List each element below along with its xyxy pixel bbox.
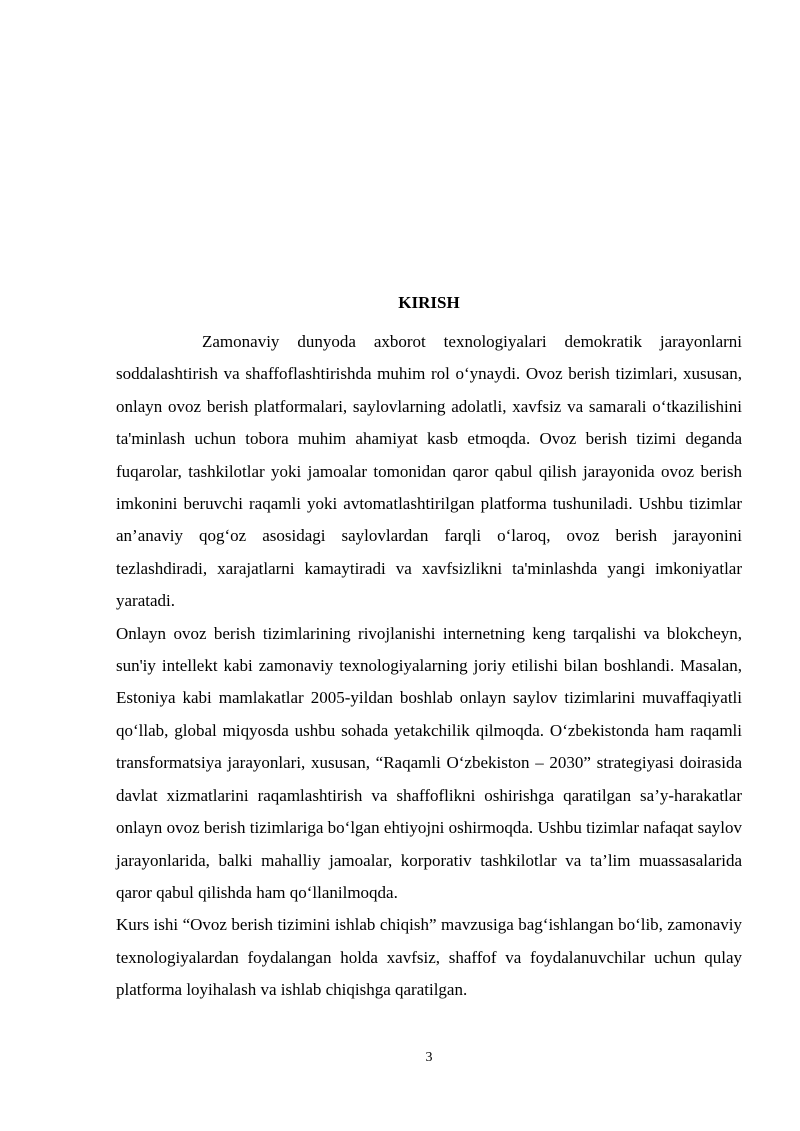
paragraph-course-work: Kurs ishi “Ovoz berish tizimini ishlab chiqish” mavzusiga bag‘ishlangan bo‘lib, zamonaviy texnologiyalardan foydalangan holda xavfsiz, shaffof va foydalanuvchilar uchun qulay platforma loyihalash va ishlab chiqishga qaratilgan. [116, 915, 742, 1000]
section-heading: KIRISH [398, 293, 460, 312]
paragraph-intro: Zamonaviy dunyoda axborot texnologiyalari demokratik jarayonlarni soddalashtirish va shaffoflashtirishda muhim rol o‘ynaydi. Ovoz berish tizimlari, xususan, onlayn ovoz berish platformalari, saylovlarning adolatli, xavfsiz va samarali o‘tkazilishini ta'minlash uchun tobora muhim ahamiyat kasb etmoqda. Ovoz berish tizimi deganda fuqarolar, tashkilotlar yoki jamoalar tomonidan qaror qabul qilish jarayonida ovoz berish imkonini beruvchi raqamli yoki avtomatlashtirilgan platforma tushuniladi. Ushbu tizimlar an’anaviy qog‘oz asosidagi saylovlardan farqli o‘laroq, ovoz berish jarayonini tezlashdiradi, xarajatlarni kamaytiradi va xavfsizlikni ta'minlashda yangi imkoniyatlar yaratadi. [116, 332, 742, 611]
paragraph-development: Onlayn ovoz berish tizimlarining rivojlanishi internetning keng tarqalishi va blokcheyn, sun'iy intellekt kabi zamonaviy texnologiyalarning joriy etilishi bilan boshlandi. Masalan, Estoniya kabi mamlakatlar 2005-yildan boshlab onlayn saylov tizimlarini muvaffaqiyatli qo‘llab, global miqyosda ushbu sohada yetakchilik qilmoqda. O‘zbekistonda ham raqamli transformatsiya jarayonlari, xususan, “Raqamli O‘zbekiston – 2030” strategiyasi doirasida davlat xizmatlarini raqamlashtirish va shaffoflikni oshirishga qaratilgan sa’y-harakatlar onlayn ovoz berish tizimlariga bo‘lgan ehtiyojni oshirmoqda. Ushbu tizimlar nafaqat saylov jarayonlarida, balki mahalliy jamoalar, korporativ tashkilotlar va ta’lim muassasalarida qaror qabul qilishda ham qo‘llanilmoqda. [116, 623, 742, 902]
body-text [116, 326, 742, 1007]
page-number: 3 [425, 1050, 433, 1065]
